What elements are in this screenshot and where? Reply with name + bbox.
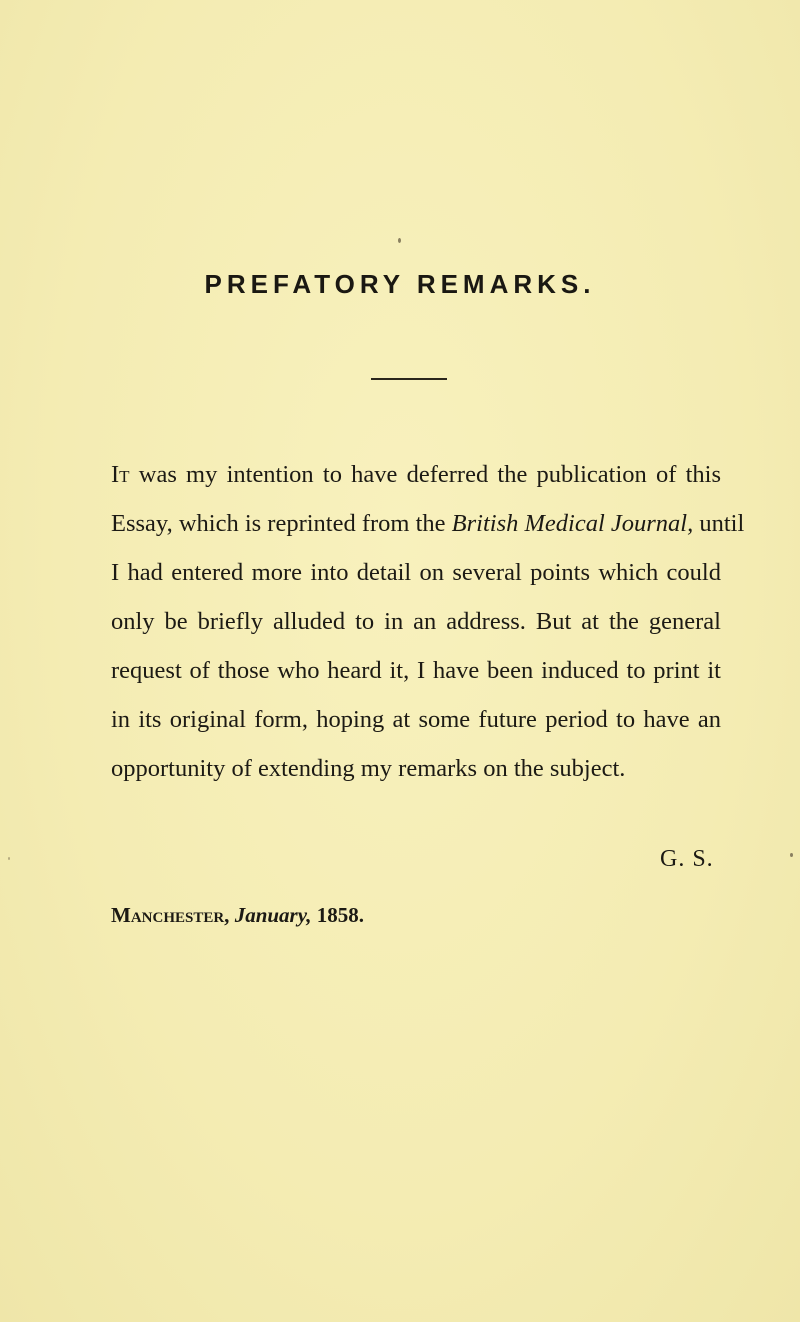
line-text: was my intention to have deferred the publication of this — [129, 461, 721, 488]
paragraph-line — [111, 744, 721, 793]
dateline — [111, 903, 364, 928]
ink-speck — [8, 857, 10, 860]
paragraph-line — [111, 450, 721, 499]
dateline-year: 1858. — [316, 903, 365, 927]
line-text: only be briefly alluded to in an address. But at the general — [111, 608, 721, 635]
journal-title: British Medical Journal, — [451, 510, 694, 537]
line-text: until — [693, 510, 745, 537]
paragraph-line — [111, 597, 721, 646]
ink-speck — [790, 853, 793, 857]
page-title: PREFATORY REMARKS. — [204, 269, 596, 299]
author-initials: G. S. — [660, 846, 714, 872]
drop-word: It — [111, 461, 130, 488]
dateline-place: Manchester, — [111, 903, 230, 927]
preface-paragraph — [111, 450, 745, 793]
line-text: Essay, which is reprinted from the — [111, 510, 452, 537]
line-text: I had entered more into detail on several points which could — [111, 559, 721, 586]
ink-speck — [398, 238, 401, 243]
paragraph-line — [111, 499, 745, 548]
paragraph-line — [111, 548, 721, 597]
dateline-month: January, — [234, 903, 312, 927]
paragraph-line — [111, 695, 721, 744]
paragraph-line — [111, 646, 721, 695]
line-text: opportunity of extending my remarks on the subject. — [111, 755, 626, 782]
line-text: in its original form, hoping at some future period to have an — [111, 706, 721, 733]
line-text: request of those who heard it, I have been induced to print it — [111, 657, 721, 684]
title-rule — [371, 378, 447, 380]
